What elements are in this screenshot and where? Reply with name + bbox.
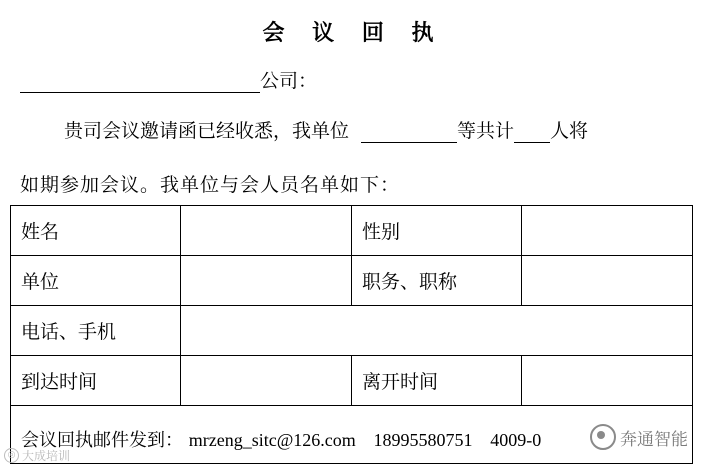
unit-blank[interactable] [361,122,457,143]
invite-intro-text: 贵司会议邀请函已经收悉，我单位 [64,120,350,142]
watermark-logo-icon: ◎ [4,448,19,463]
name-field[interactable] [181,206,352,256]
table-row [11,206,693,256]
document-title: 会 议 回 执 [262,20,444,46]
position-field[interactable] [522,256,693,306]
gender-field[interactable] [522,206,693,256]
count-blank[interactable] [514,122,550,143]
company-line [20,66,317,93]
footer-prefix: 会议回执邮件发到： [21,429,183,451]
gender-label: 性别 [352,206,522,256]
watermark-left [4,447,70,464]
watermark-left-text: 大成培训 [22,449,71,463]
table-row [11,256,693,306]
departure-label: 离开时间 [352,356,522,406]
table-row [11,306,693,356]
table-row [11,356,693,406]
watermark-brand-icon [590,424,616,450]
watermark-right-text: 奔通智能 [620,429,688,450]
people-suffix-text: 人将 [550,120,589,142]
total-prefix-text: 等共计 [457,120,515,142]
position-label: 职务、职称 [352,256,522,306]
invite-paragraph-line1 [20,116,690,143]
footer-phone2: 4009-0 [490,429,542,450]
name-label: 姓名 [11,206,181,256]
watermark-right [590,424,688,450]
footer-phone1: 18995580751 [373,429,473,450]
phone-field[interactable] [181,306,693,356]
unit-label: 单位 [11,256,181,306]
footer-email: mrzeng_sitc@126.com [188,429,356,450]
departure-field[interactable] [522,356,693,406]
invite-paragraph-line2: 如期参加会议。我单位与会人员名单如下： [20,174,401,196]
phone-label: 电话、手机 [11,306,181,356]
company-suffix: 公司： [260,70,318,92]
unit-field[interactable] [181,256,352,306]
arrival-field[interactable] [181,356,352,406]
arrival-label: 到达时间 [11,356,181,406]
company-blank[interactable] [20,72,260,93]
